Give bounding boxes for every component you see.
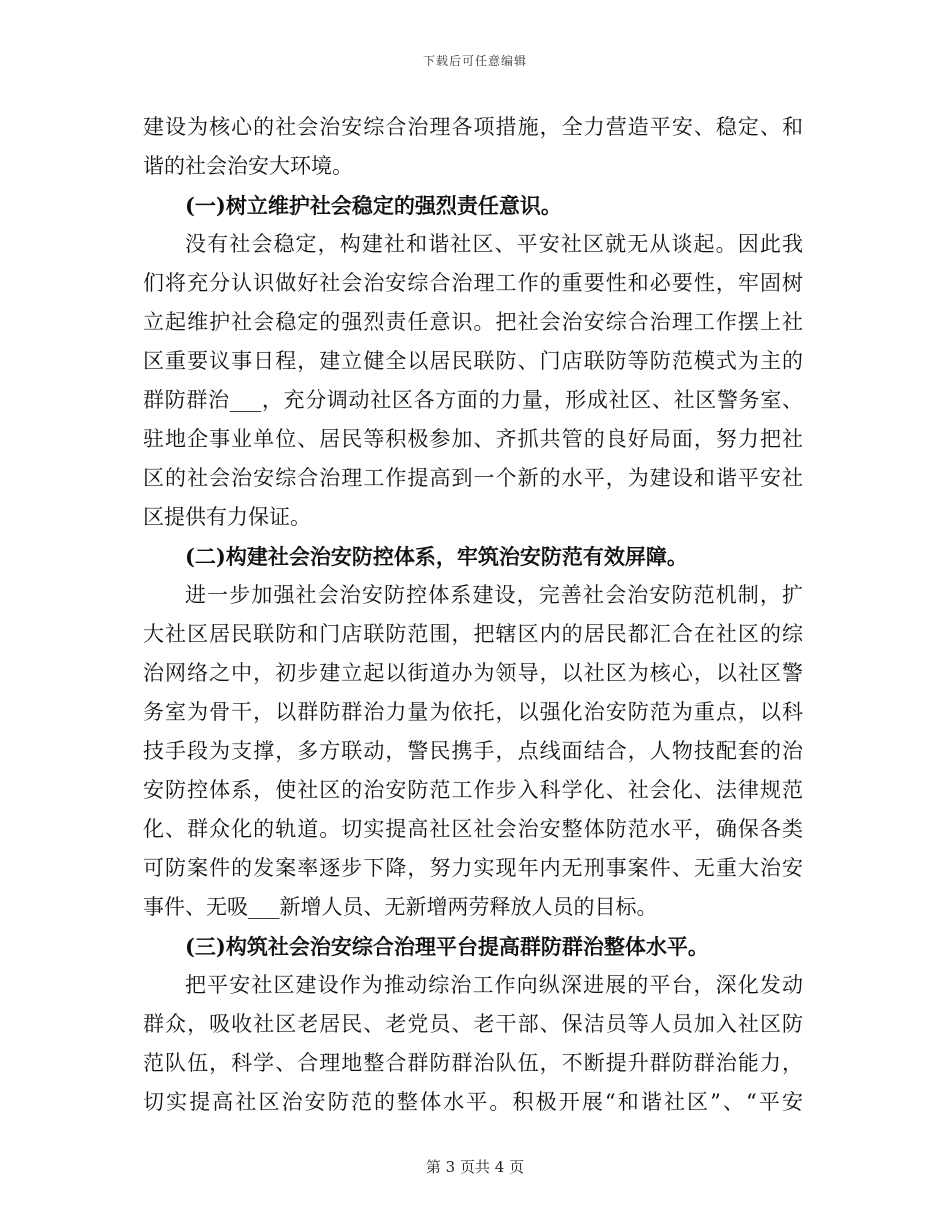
paragraph-line: 治网络之中，初步建立起以街道办为领导，以社区为核心，以社区警 bbox=[143, 661, 803, 685]
paragraph-line: 们将充分认识做好社会治安综合治理工作的重要性和必要性，牢固树 bbox=[143, 271, 803, 295]
paragraph-line: 务室为骨干，以群防群治力量为依托，以强化治安防范为重点，以科 bbox=[143, 700, 803, 724]
paragraph-line: 谐的社会治安大环境。 bbox=[143, 154, 353, 178]
page-footer: 第 3 页共 4 页 bbox=[425, 1158, 525, 1176]
paragraph-line: 把平安社区建设作为推动综治工作向纵深进展的平台，深化发动 bbox=[185, 973, 803, 997]
document-body bbox=[143, 108, 803, 1122]
paragraph-line: 大社区居民联防和门店联防范围，把辖区内的居民都汇合在社区的综 bbox=[143, 622, 803, 646]
paragraph-line: 事件、无吸___新增人员、无新增两劳释放人员的目标。 bbox=[143, 895, 658, 919]
paragraph-line: 范队伍，科学、合理地整合群防群治队伍，不断提升群防群治能力， bbox=[143, 1051, 803, 1075]
paragraph-line: 进一步加强社会治安防控体系建设，完善社会治安防范机制，扩 bbox=[185, 583, 803, 607]
paragraph-line: 立起维护社会稳定的强烈责任意识。把社会治安综合治理工作摆上社 bbox=[143, 310, 803, 334]
paragraph-line: 区提供有力保证。 bbox=[143, 505, 311, 529]
paragraph-line: 建设为核心的社会治安综合治理各项措施，全力营造平安、稳定、和 bbox=[143, 115, 803, 139]
section-heading: (一)树立维护社会稳定的强烈责任意识。 bbox=[185, 193, 562, 218]
paragraph-line: 区重要议事日程，建立健全以居民联防、门店联防等防范模式为主的 bbox=[143, 349, 803, 373]
section-heading: (三)构筑社会治安综合治理平台提高群防群治整体水平。 bbox=[185, 934, 709, 959]
paragraph-line: 区的社会治安综合治理工作提高到一个新的水平，为建设和谐平安社 bbox=[143, 466, 803, 490]
paragraph-line: 群防群治___，充分调动社区各方面的力量，形成社区、社区警务室、 bbox=[143, 388, 803, 412]
paragraph-line: 可防案件的发案率逐步下降，努力实现年内无刑事案件、无重大治安 bbox=[143, 856, 803, 880]
paragraph-line: 技手段为支撑，多方联动，警民携手，点线面结合，人物技配套的治 bbox=[143, 739, 803, 763]
paragraph-line: 群众，吸收社区老居民、老党员、老干部、保洁员等人员加入社区防 bbox=[143, 1012, 803, 1036]
section-heading: (二)构建社会治安防控体系，牢筑治安防范有效屏障。 bbox=[185, 544, 688, 569]
page-header: 下载后可任意编辑 bbox=[422, 54, 527, 68]
paragraph-line: 安防控体系，使社区的治安防范工作步入科学化、社会化、法律规范 bbox=[143, 778, 803, 802]
paragraph-line: 没有社会稳定，构建社和谐社区、平安社区就无从谈起。因此我 bbox=[185, 232, 803, 256]
paragraph-line: 化、群众化的轨道。切实提高社区社会治安整体防范水平，确保各类 bbox=[143, 817, 803, 841]
paragraph-line: 切实提高社区治安防范的整体水平。积极开展“和谐社区”、“平安 bbox=[143, 1090, 803, 1114]
paragraph-line: 驻地企事业单位、居民等积极参加、齐抓共管的良好局面，努力把社 bbox=[143, 427, 803, 451]
